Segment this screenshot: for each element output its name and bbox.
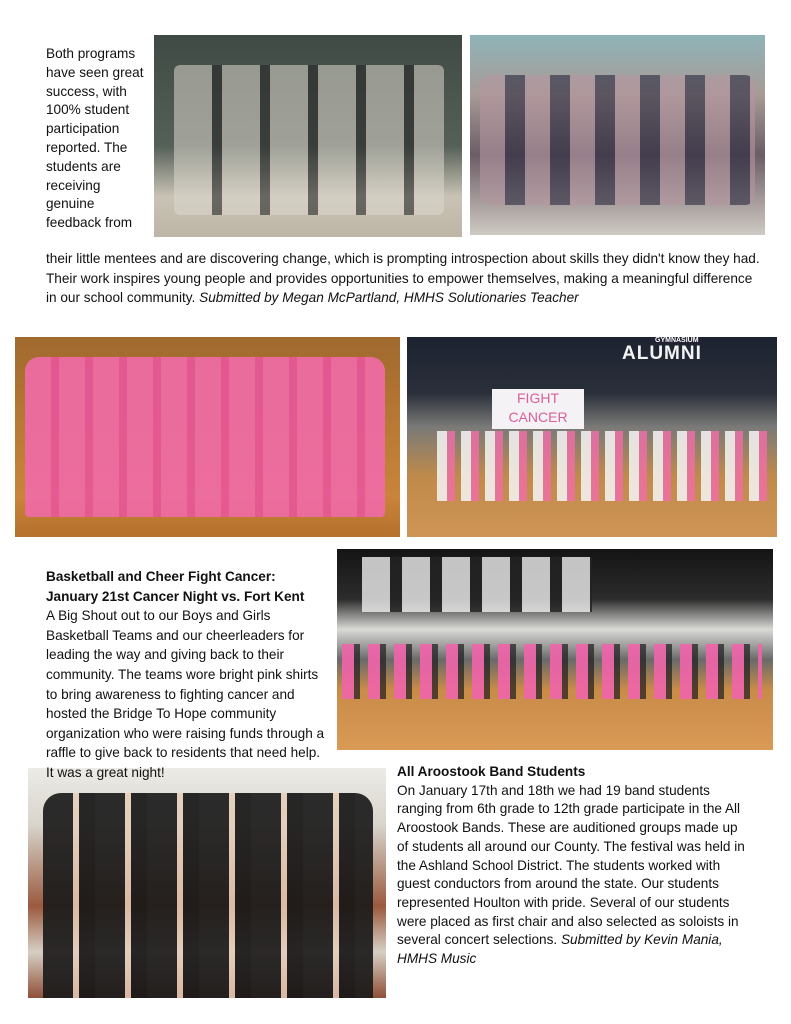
band-heading: All Aroostook Band Students: [397, 764, 586, 779]
band-body: On January 17th and 18th we had 19 band students ranging from 6th grade to 12th grade participate in the All Aroostook Bands. These are auditioned groups made up of students all around our County. The festival was held in the Ashland School District. The students worked with guest conductors from around the state. Our students represented Houlton with pride. Several of our students were placed as first chair and also selected as soloists in several concert selections.: [397, 782, 745, 948]
basketball-body: A Big Shout out to our Boys and Girls Basketball Teams and our cheerleaders for leading the way and giving back to their community. The teams wore bright pink shirts to bring awareness to fighting cancer and hosted the Bridge To Hope community organization who were raising funds through a raffle to give back to residents that need help. It was a great night!: [46, 608, 325, 780]
alumni-banner: ALUMNI: [622, 343, 702, 364]
basketball-heading-line2: January 21st Cancer Night vs. Fort Kent: [46, 588, 305, 604]
crowd-stripes: [437, 431, 772, 501]
intro-body: their little mentees and are discovering change, which is prompting introspection about skills they didn't know they had. Their work inspires young people and provides opportunities to empower themselves, making a meaningful difference in our school community.: [46, 251, 760, 306]
photo-gym-cheer-line: [337, 549, 773, 750]
basketball-heading-line1: Basketball and Cheer Fight Cancer:: [46, 569, 276, 584]
intro-credit: Submitted by Megan McPartland, HMHS Solutionaries Teacher: [199, 290, 579, 306]
photo-students-hallway: [154, 35, 462, 237]
photo-gym-fight-cancer: [407, 337, 777, 537]
gym-sign: GYMNASIUM: [652, 337, 702, 344]
photo-mentees-group: [470, 35, 765, 235]
fight-cancer-banner: FIGHT CANCER: [508, 390, 568, 425]
band-article: [397, 763, 747, 969]
intro-narrow-paragraph: Both programs have seen great success, with 100% student participation reported. The students are receiving genuine feedback from: [46, 46, 144, 231]
photo-band-students: [28, 768, 386, 998]
photo-team-pink-shirts: [15, 337, 400, 537]
band-credit: Submitted by Kevin Mania, HMHS Music: [397, 932, 723, 967]
intro-wide-paragraph: [46, 249, 761, 308]
basketball-article: [46, 567, 331, 783]
